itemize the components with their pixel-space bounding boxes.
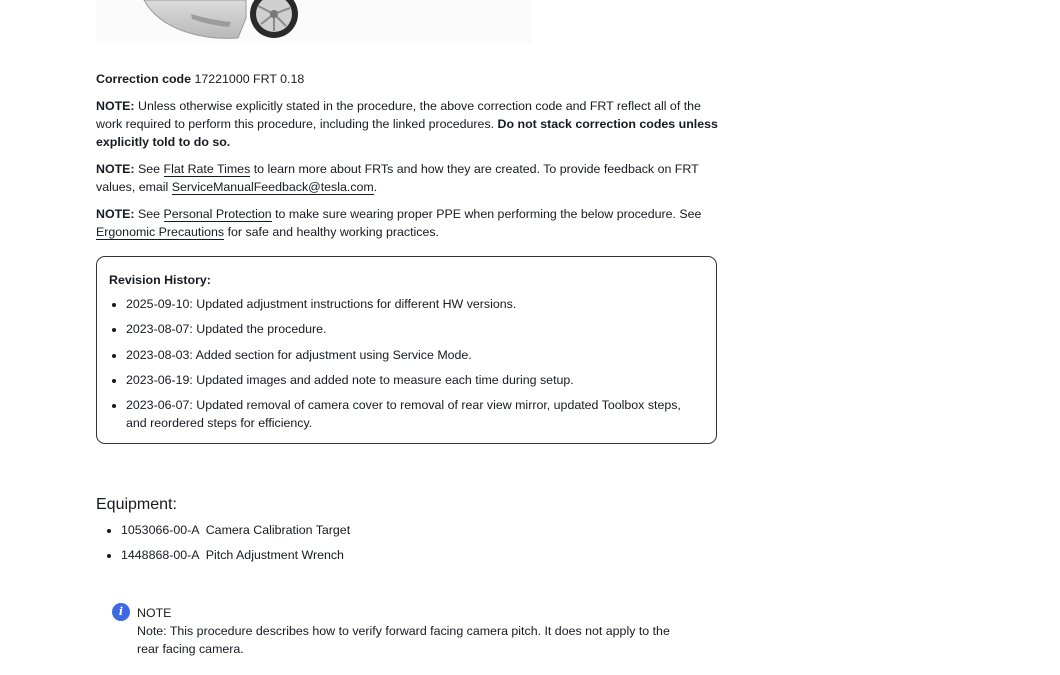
revision-item: • 2025-09-10: Updated adjustment instructions for different HW versions. xyxy=(126,295,704,313)
info-note-title: NOTE xyxy=(137,606,172,620)
revision-item: • 2023-08-03: Added section for adjustment using Service Mode. xyxy=(126,346,704,364)
note-text: See xyxy=(138,162,161,176)
note-text: to learn more about FRTs and how they are created. To provide feedback on FRT values, email xyxy=(96,162,699,194)
correction-code xyxy=(96,70,304,88)
vehicle-image xyxy=(96,0,532,43)
revision-item: • 2023-06-07: Updated removal of camera cover to removal of rear view mirror, updated Toolbox steps, and reordered steps for efficiency. xyxy=(126,396,704,432)
revision-item: • 2023-08-07: Updated the procedure. xyxy=(126,320,704,338)
note-prefix: NOTE: xyxy=(96,162,135,176)
note-text: to make sure wearing proper PPE when performing the below procedure. See xyxy=(275,207,702,221)
flat-rate-times-link[interactable]: Flat Rate Times xyxy=(163,162,251,176)
info-note-text: Note: This procedure describes how to verify forward facing camera pitch. It does not apply to the rear facing camera. xyxy=(137,624,670,656)
personal-protection-link[interactable]: Personal Protection xyxy=(163,207,272,221)
revision-history-title: Revision History: xyxy=(109,273,211,287)
revision-history-list xyxy=(109,295,704,432)
info-icon: i xyxy=(112,603,130,621)
note-text: Unless otherwise explicitly stated in the procedure, the above correction code and FRT reflect all of the work required to perform this procedure, including the linked procedures. xyxy=(96,99,701,131)
note-frt xyxy=(96,97,721,151)
correction-code-value: 17221000 FRT 0.18 xyxy=(194,72,305,86)
equipment-list xyxy=(96,521,350,571)
note-text: for safe and healthy working practices. xyxy=(227,225,440,239)
revision-item: • 2023-06-19: Updated images and added note to measure each time during setup. xyxy=(126,371,704,389)
note-text: . xyxy=(373,180,378,194)
note-text: See xyxy=(138,207,161,221)
revision-history-box xyxy=(96,256,717,444)
note-ppe xyxy=(96,205,721,241)
equipment-item: • 1053066-00-A Camera Calibration Target xyxy=(121,521,350,539)
equipment-heading: Equipment: xyxy=(96,496,177,513)
ergonomic-precautions-link[interactable]: Ergonomic Precautions xyxy=(96,225,225,239)
equipment-item: • 1448868-00-A Pitch Adjustment Wrench xyxy=(121,546,350,564)
correction-code-label: Correction code xyxy=(96,72,192,86)
note-flat-rate xyxy=(96,160,721,196)
note-prefix: NOTE: xyxy=(96,207,135,221)
feedback-email-link[interactable]: ServiceManualFeedback@tesla.com xyxy=(171,180,374,194)
note-bold-text: Do not stack correction codes unless explicitly told to do so. xyxy=(96,117,718,149)
note-prefix: NOTE: xyxy=(96,99,135,113)
